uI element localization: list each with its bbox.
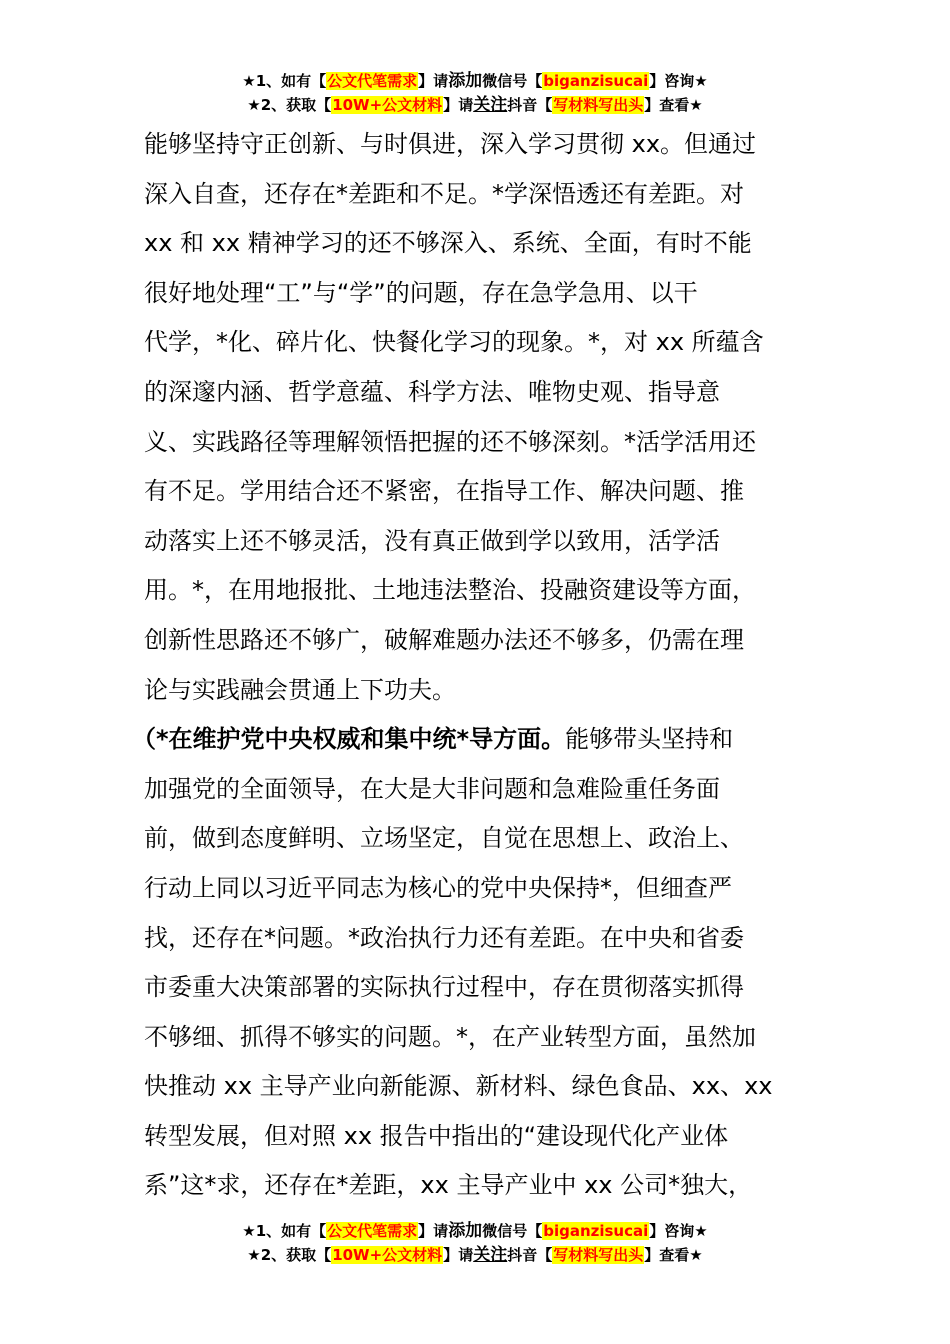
paragraph-2 — [132, 715, 812, 1211]
text-line: 市委重大决策部署的实际执行过程中，存在贯彻落实抓得 — [144, 973, 744, 1002]
text-line: 找，还存在*问题。*政治执行力还有差距。在中央和省委 — [144, 923, 744, 952]
footer-banner — [0, 1219, 950, 1267]
text-line: 动落实上还不够灵活，没有真正做到学以致用，活学活 — [144, 526, 720, 555]
section-heading: （*在维护党中央权威和集中统*导方面。 — [132, 725, 566, 754]
text-line: 不够细、抓得不够实的问题。*，在产业转型方面，虽然加 — [144, 1022, 756, 1051]
banner-text: 微信号【 — [482, 72, 543, 90]
text-line: 用。*，在用地报批、土地违法整治、投融资建设等方面， — [144, 576, 756, 605]
banner-text: 】请 — [443, 96, 474, 114]
text-line: 快推动 xx 主导产业向新能源、新材料、绿色食品、xx、xx — [144, 1072, 773, 1101]
banner-text: 抖音【 — [507, 1246, 553, 1264]
text-line: 很好地处理“工”与“学”的问题，存在急学急用、以干 — [144, 278, 698, 307]
text-line: 代学，*化、碎片化、快餐化学习的现象。*，对 xx 所蕴含 — [144, 328, 764, 357]
banner-text: ★2、获取【 — [247, 96, 332, 114]
banner-text: 】请 — [443, 1246, 474, 1264]
banner-emphasis: 添加 — [448, 71, 483, 91]
text-line-rest: 能够带头坚持和 — [565, 725, 734, 754]
banner-emphasis: 关注 — [473, 1245, 508, 1265]
banner-text: 】请 — [418, 1222, 449, 1240]
highlight-materials: 10W+公文材料 — [332, 1246, 443, 1264]
highlight-wechat-id: biganzisucai — [543, 1222, 649, 1240]
banner-text: 】请 — [418, 72, 449, 90]
text-line — [132, 715, 812, 765]
header-banner — [0, 69, 950, 117]
text-line: 论与实践融会贯通上下功夫。 — [144, 675, 456, 704]
text-line: 有不足。学用结合还不紧密，在指导工作、解决问题、推 — [144, 477, 744, 506]
text-line: 行动上同以习近平同志为核心的党中央保持*，但细查严 — [144, 873, 732, 902]
text-line: 的深邃内涵、哲学意蕴、科学方法、唯物史观、指导意 — [144, 377, 720, 406]
highlight-materials: 10W+公文材料 — [332, 96, 443, 114]
document-body — [132, 120, 812, 1211]
banner-emphasis: 关注 — [473, 95, 508, 115]
text-line: 加强党的全面领导，在大是大非问题和急难险重任务面 — [144, 774, 720, 803]
highlight-wechat-id: biganzisucai — [543, 72, 649, 90]
text-line: 创新性思路还不够广，破解难题办法还不够多，仍需在理 — [144, 625, 744, 654]
text-line: 系”这*求，还存在*差距，xx 主导产业中 xx 公司*独大， — [144, 1171, 753, 1200]
banner-emphasis: 添加 — [448, 1221, 483, 1241]
banner-text: 】咨询★ — [649, 72, 708, 90]
text-line: 转型发展，但对照 xx 报告中指出的“建设现代化产业体 — [144, 1121, 729, 1150]
banner-line-2 — [0, 93, 950, 117]
banner-line-1 — [0, 1219, 950, 1243]
highlight-service: 公文代笔需求 — [327, 72, 418, 90]
banner-text: ★2、获取【 — [247, 1246, 332, 1264]
text-line: 深入自查，还存在*差距和不足。*学深悟透还有差距。对 — [144, 179, 744, 208]
banner-text: 抖音【 — [507, 96, 553, 114]
banner-text: ★1、如有【 — [242, 1222, 327, 1240]
text-line: 义、实践路径等理解领悟把握的还不够深刻。*活学活用还 — [144, 427, 756, 456]
highlight-douyin-account: 写材料写出头 — [553, 96, 644, 114]
banner-text: ★1、如有【 — [242, 72, 327, 90]
text-line: xx 和 xx 精神学习的还不够深入、系统、全面，有时不能 — [144, 229, 752, 258]
banner-line-2 — [0, 1243, 950, 1267]
banner-text: 】查看★ — [644, 96, 703, 114]
text-line: 前，做到态度鲜明、立场坚定，自觉在思想上、政治上、 — [144, 824, 744, 853]
banner-text: 微信号【 — [482, 1222, 543, 1240]
banner-line-1 — [0, 69, 950, 93]
banner-text: 】咨询★ — [649, 1222, 708, 1240]
highlight-douyin-account: 写材料写出头 — [553, 1246, 644, 1264]
banner-text: 】查看★ — [644, 1246, 703, 1264]
paragraph-1 — [144, 120, 812, 715]
text-line: 能够坚持守正创新、与时俱进，深入学习贯彻 xx。但通过 — [144, 130, 757, 158]
highlight-service: 公文代笔需求 — [327, 1222, 418, 1240]
